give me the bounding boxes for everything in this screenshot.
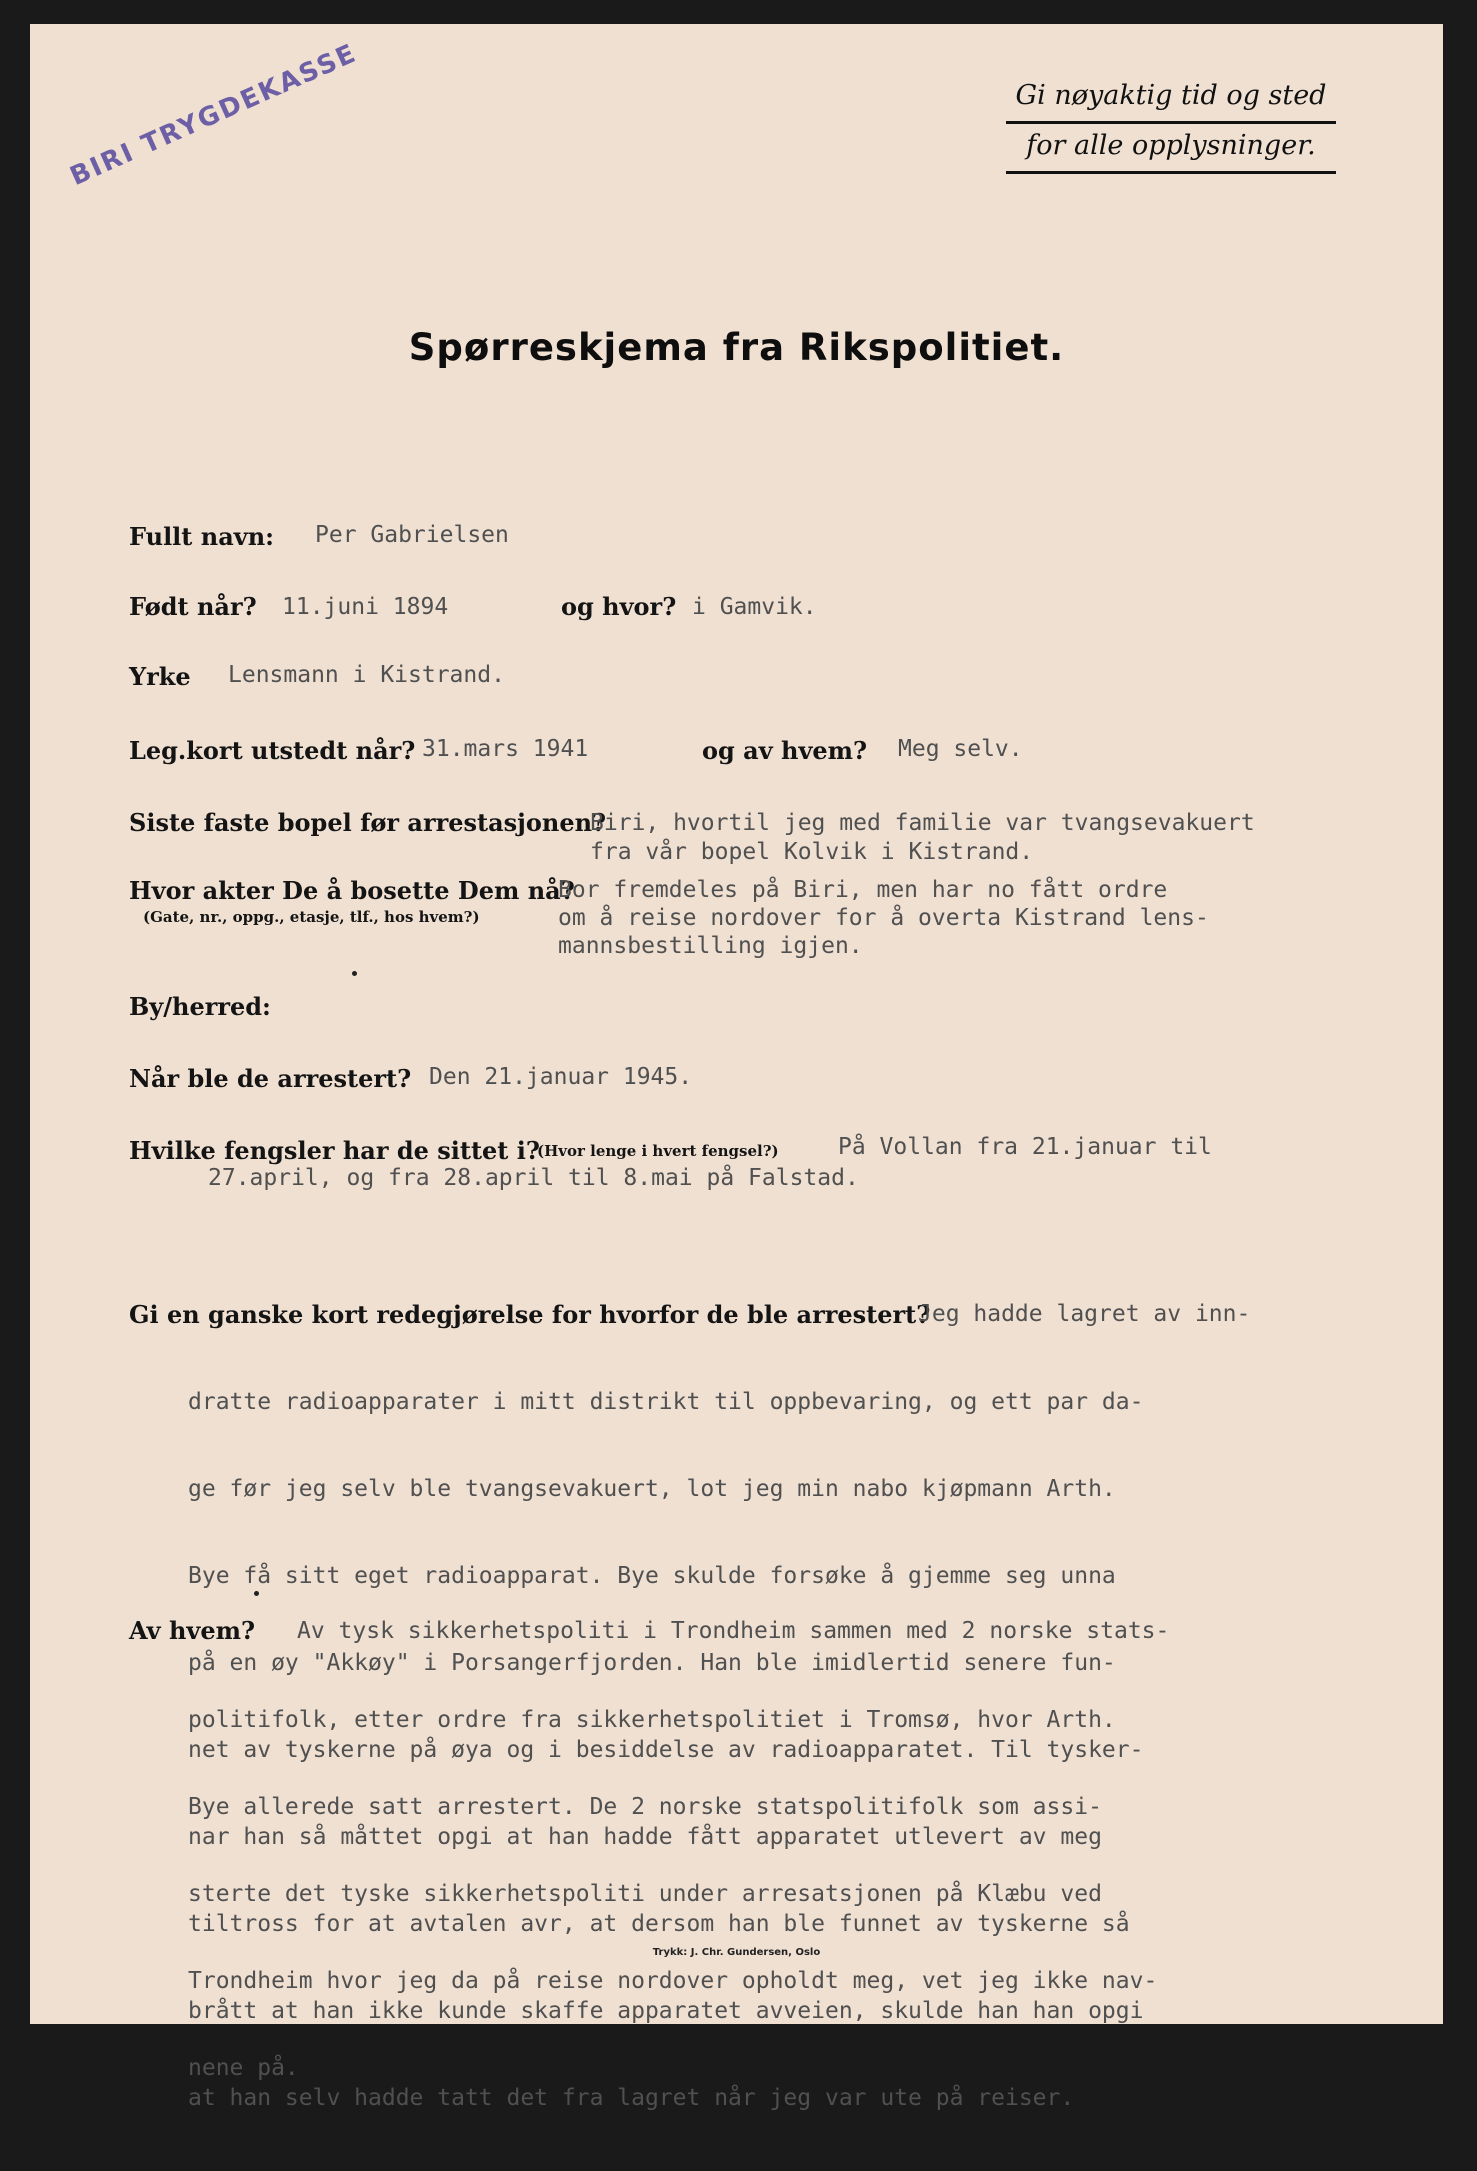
text-line: politifolk, etter ordre fra sikkerhetspolitiet i Tromsø, hvor Arth. xyxy=(188,1707,1116,1733)
text-line: Bye allerede satt arrestert. De 2 norske statspolitifolk som assi- xyxy=(188,1794,1102,1820)
by-whom-first-line: Av tysk sikkerhetspoliti i Trondheim sammen med 2 norske stats- xyxy=(297,1618,1170,1644)
settle-hint: (Gate, nr., oppg., etasje, tlf., hos hvem?) xyxy=(143,908,480,926)
occupation-value: Lensmann i Kistrand. xyxy=(228,662,505,688)
text-line: brått at han ikke kunde skaffe apparatet avveien, skulde han han opgi xyxy=(188,1998,1144,2024)
settle-label: Hvor akter De å bosette Dem nå? xyxy=(129,876,575,905)
text-line: net av tyskerne på øya og i besiddelse av radioapparatet. Til tysker- xyxy=(188,1737,1144,1763)
why-label: Gi en ganske kort redegjørelse for hvorfor de ble arrestert? xyxy=(129,1300,931,1329)
legkort-date: 31.mars 1941 xyxy=(422,736,589,762)
legkort-by: Meg selv. xyxy=(898,736,1023,762)
text-line: Bye få sitt eget radioapparat. Bye skulde forsøke å gjemme seg unna xyxy=(188,1563,1116,1589)
last-address-line-1: Biri, hvortil jeg med familie var tvangsevakuert xyxy=(590,810,1255,836)
prisons-line-1: På Vollan fra 21.januar til xyxy=(838,1134,1212,1160)
instruction-line-2: for alle opplysninger. xyxy=(1026,130,1316,161)
instruction-underline-2 xyxy=(1006,171,1336,174)
name-label: Fullt navn: xyxy=(129,522,274,551)
occupation-label: Yrke xyxy=(129,662,191,691)
last-address-line-2: fra vår bopel Kolvik i Kistrand. xyxy=(590,839,1034,865)
text-line: Trondheim hvor jeg da på reise nordover opholdt meg, vet jeg ikke nav- xyxy=(188,1968,1158,1994)
text-line: ge før jeg selv ble tvangsevakuert, lot jeg min nabo kjøpmann Arth. xyxy=(188,1476,1116,1502)
instruction-line-1: Gi nøyaktig tid og sted xyxy=(1015,80,1327,111)
trygdekasse-stamp: BIRI TRYGDEKASSE xyxy=(65,38,362,192)
text-line: tiltross for at avtalen avr, at dersom han ble funnet av tyskerne så xyxy=(188,1911,1130,1937)
prisons-hint: (Hvor lenge i hvert fengsel?) xyxy=(537,1142,779,1160)
settle-line-3: mannsbestilling igjen. xyxy=(558,933,863,959)
born-where-label: og hvor? xyxy=(561,592,677,621)
form-title: Spørreskjema fra Rikspolitiet. xyxy=(408,326,1065,369)
text-line: sterte det tyske sikkerhetspoliti under arresatsjonen på Klæbu ved xyxy=(188,1881,1102,1907)
text-line: på en øy "Akkøy" i Porsangerfjorden. Han ble imidlertid senere fun- xyxy=(188,1650,1116,1676)
legkort-label: Leg.kort utstedt når? xyxy=(129,736,416,765)
settle-line-1: Bor fremdeles på Biri, men har no fått ordre xyxy=(558,877,1168,903)
arrested-label: Når ble de arrestert? xyxy=(129,1064,412,1093)
document-page xyxy=(30,24,1443,2111)
arrested-value: Den 21.januar 1945. xyxy=(429,1064,693,1090)
by-whom-text xyxy=(188,1648,1157,2141)
printer-credit: Trykk: J. Chr. Gundersen, Oslo xyxy=(652,1947,821,1958)
ink-dot xyxy=(352,971,357,976)
instruction-underline-1 xyxy=(1006,121,1336,124)
name-value: Per Gabrielsen xyxy=(315,522,509,548)
ink-dot xyxy=(254,1591,259,1596)
text-line: dratte radioapparater i mitt distrikt til oppbevaring, og ett par da- xyxy=(188,1389,1144,1415)
settle-line-2: om å reise nordover for å overta Kistrand lens- xyxy=(558,905,1209,931)
city-label: By/herred: xyxy=(129,992,271,1021)
legkort-by-label: og av hvem? xyxy=(702,736,868,765)
text-line: nar han så måttet opgi at han hadde fått apparatet utlevert av meg xyxy=(188,1824,1102,1850)
text-line: nene på. xyxy=(188,2055,299,2081)
why-first-line: Jeg hadde lagret av inn- xyxy=(918,1301,1251,1327)
by-whom-label: Av hvem? xyxy=(129,1616,256,1645)
text-line: at han selv hadde tatt det fra lagret når jeg var ute på reiser. xyxy=(188,2085,1075,2111)
prisons-label: Hvilke fengsler har de sittet i? xyxy=(129,1136,540,1165)
last-address-label: Siste faste bopel før arrestasjonen? xyxy=(129,808,607,837)
born-label: Født når? xyxy=(129,592,257,621)
born-where: i Gamvik. xyxy=(692,594,817,620)
born-date: 11.juni 1894 xyxy=(282,594,449,620)
prisons-line-2: 27.april, og fra 28.april til 8.mai på Falstad. xyxy=(208,1165,859,1191)
